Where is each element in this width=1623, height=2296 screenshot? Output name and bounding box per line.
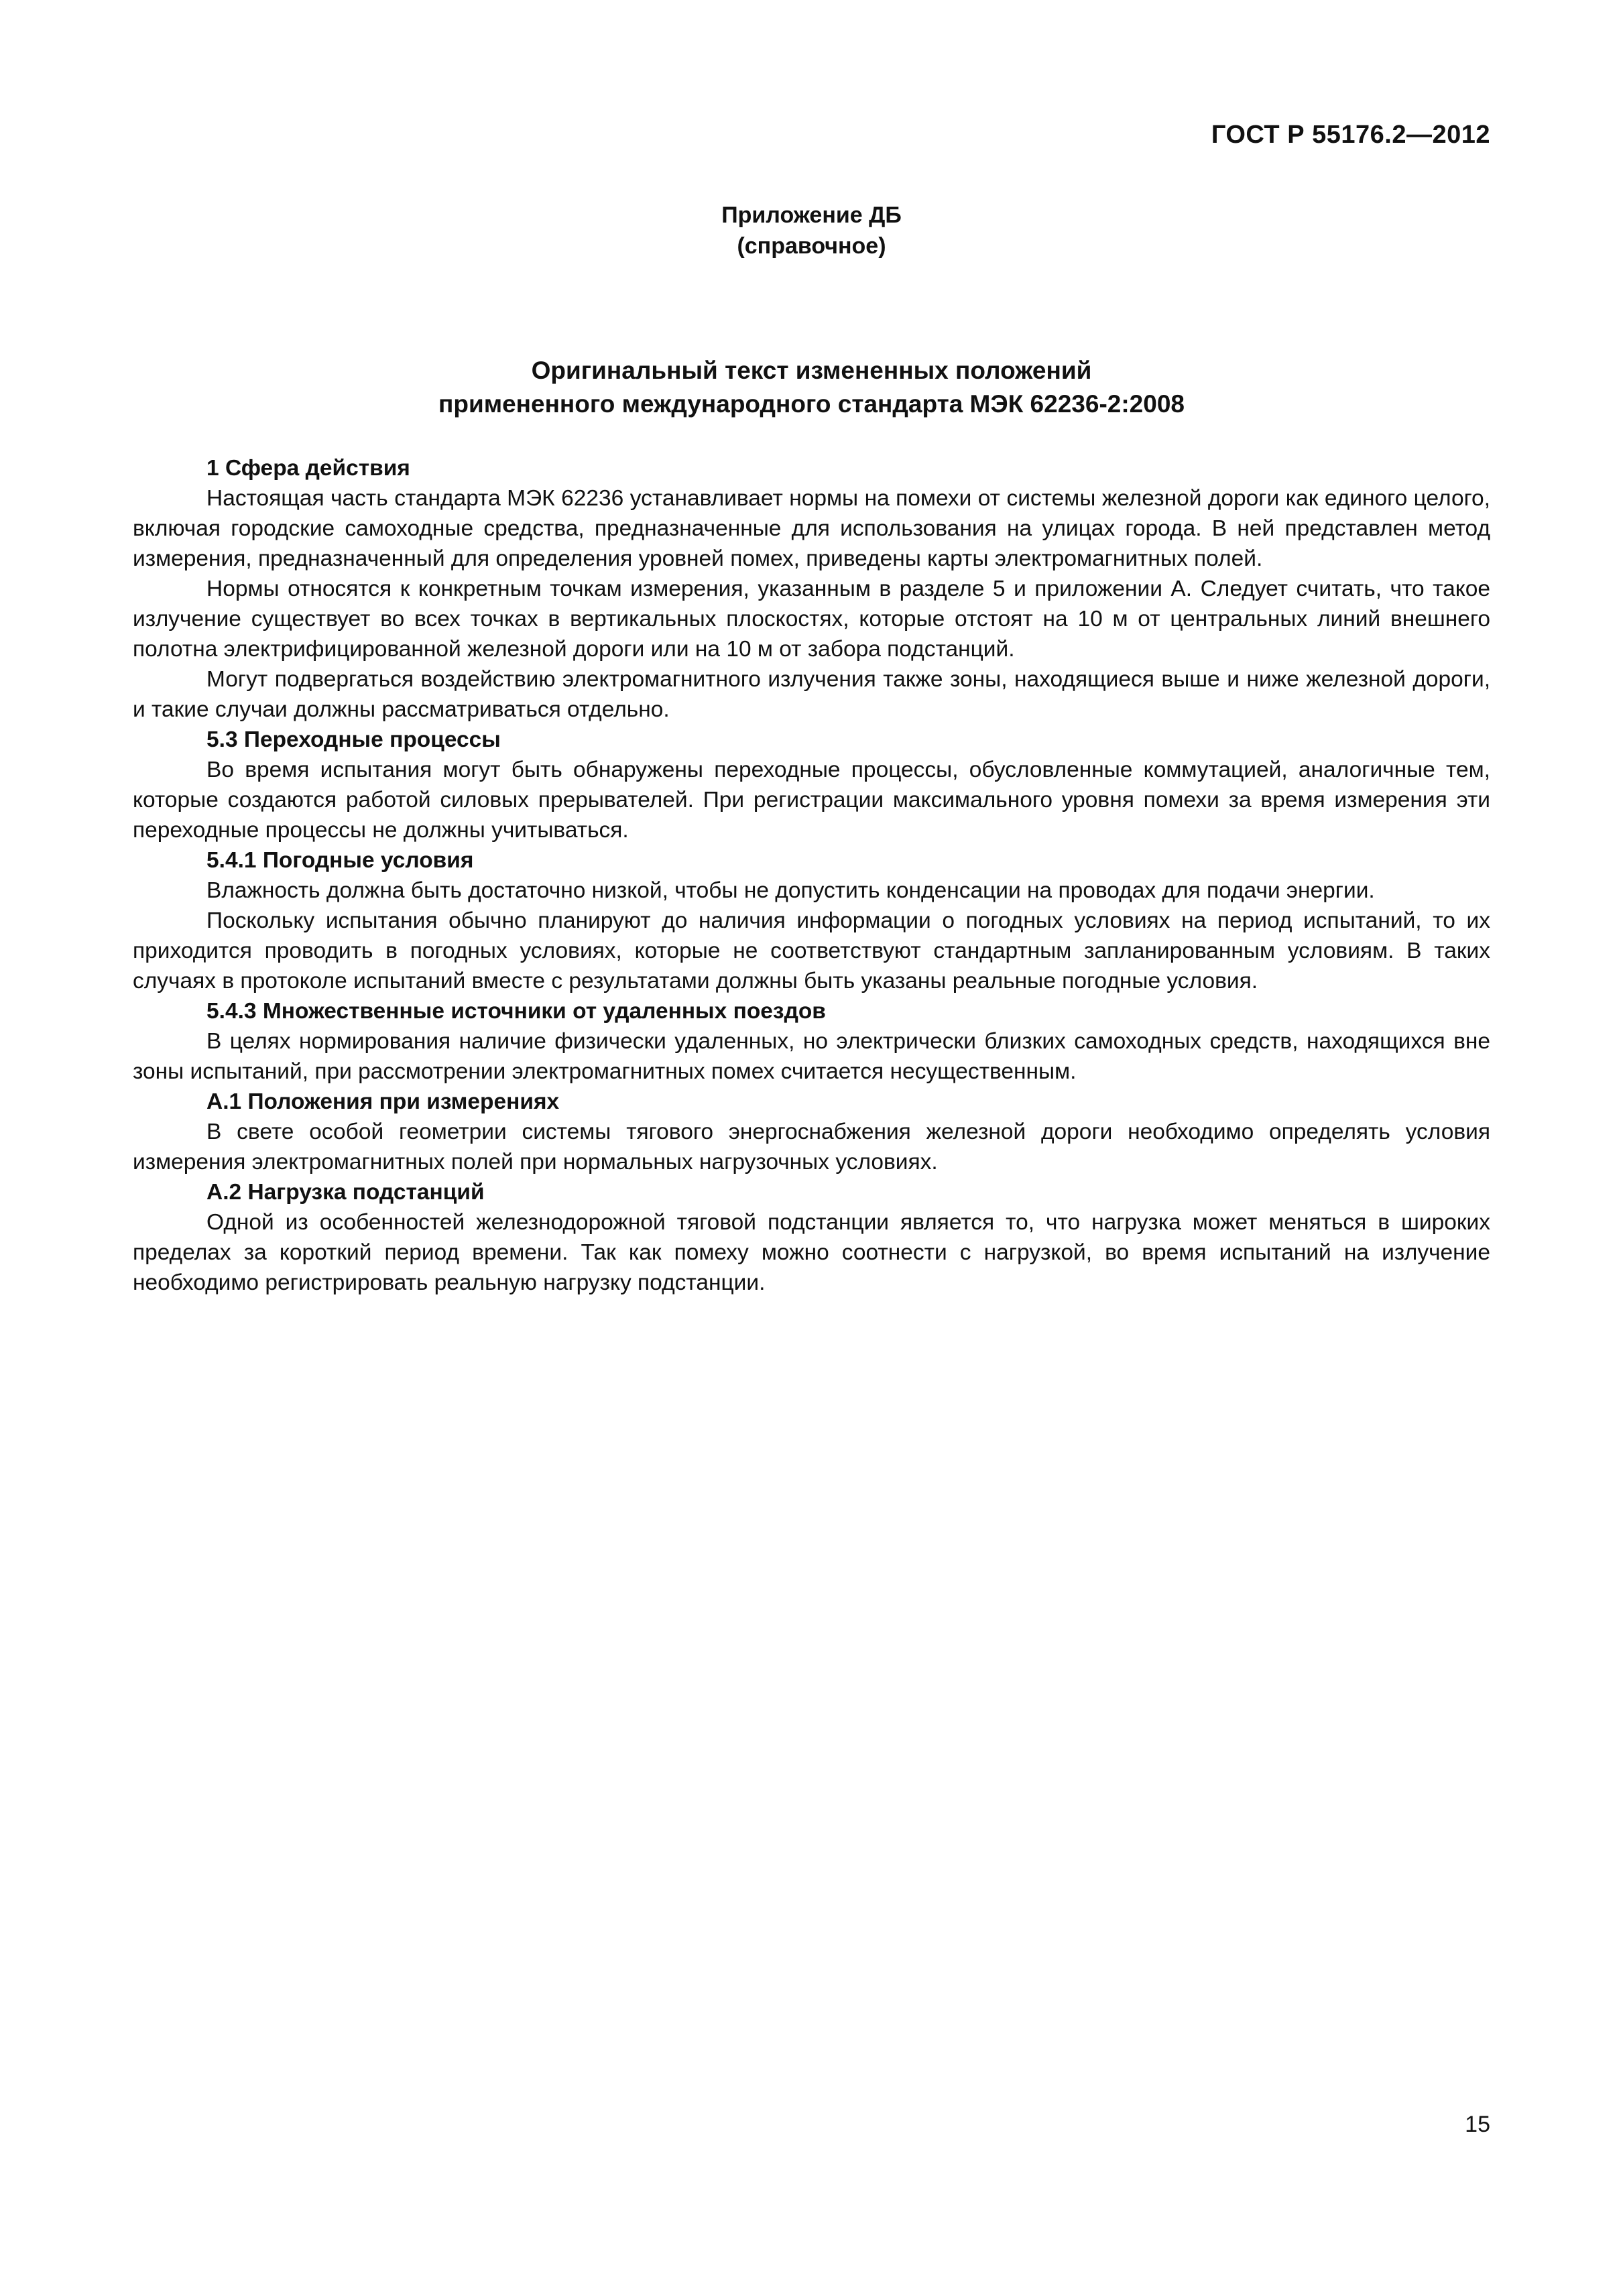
paragraph: Во время испытания могут быть обнаружены переходные процессы, обусловленные коммутацией, аналогичные тем, которые создаются работой силовых прерывателей. При регистрации максимального уровня помехи за время измерения эти переходные процессы не должны учитываться. xyxy=(133,758,1490,843)
section-heading-a-1: А.1 Положения при измерениях xyxy=(206,1089,560,1114)
title-line-1: Оригинальный текст измененных положений xyxy=(531,357,1092,384)
paragraph: Одной из особенностей железнодорожной тяговой подстанции является то, что нагрузка может меняться в широких пределах за короткий период времени. Так как помеху можно соотнести с нагрузкой, во время испытаний на излучение необходимо регистрировать реальную нагрузку подстанции. xyxy=(133,1210,1490,1295)
paragraph: В свете особой геометрии системы тягового энергоснабжения железной дороги необходимо определять условия измерения электромагнитных полей при нормальных нагрузочных условиях. xyxy=(133,1120,1490,1174)
page-number: 15 xyxy=(1465,2112,1490,2137)
document-title xyxy=(0,354,1623,421)
appendix-label: Приложение ДБ xyxy=(721,202,902,228)
document-body xyxy=(133,453,1490,1298)
paragraph: Поскольку испытания обычно планируют до наличия информации о погодных условиях на период испытаний, то их приходится проводить в погодных условиях, которые не соответствуют стандартным запланированным условиям. В таких случаях в протоколе испытаний вместе с результатами должны быть указаны реальные погодные условия. xyxy=(133,908,1490,993)
section-heading-5-4-3: 5.4.3 Множественные источники от удаленных поездов xyxy=(206,999,826,1024)
section-heading-1: 1 Сфера действия xyxy=(206,456,410,481)
section-heading-5-3: 5.3 Переходные процессы xyxy=(206,727,501,752)
paragraph: Влажность должна быть достаточно низкой, чтобы не допустить конденсации на проводах для подачи энергии. xyxy=(206,878,1375,903)
paragraph: Нормы относятся к конкретным точкам измерения, указанным в разделе 5 и приложении А. Следует считать, что такое излучение существует во всех точках в вертикальных плоскостях, которые отстоят на 10 м от центральных линий внешнего полотна электрифицированной железной дороги или на 10 м от забора подстанций. xyxy=(133,577,1490,662)
section-heading-5-4-1: 5.4.1 Погодные условия xyxy=(206,848,474,873)
section-heading-a-2: А.2 Нагрузка подстанций xyxy=(206,1180,485,1205)
paragraph: В целях нормирования наличие физически удаленных, но электрически близких самоходных средств, находящихся вне зоны испытаний, при рассмотрении электромагнитных помех считается несущественным. xyxy=(133,1029,1490,1084)
appendix-heading xyxy=(0,200,1623,261)
paragraph: Настоящая часть стандарта МЭК 62236 устанавливает нормы на помехи от системы железной дороги как единого целого, включая городские самоходные средства, предназначенные для использования на улицах города. В ней представлен метод измерения, предназначенный для определения уровней помех, приведены карты электромагнитных полей. xyxy=(133,486,1490,571)
title-line-2: примененного международного стандарта МЭК 62236-2:2008 xyxy=(438,390,1185,418)
standard-code: ГОСТ Р 55176.2—2012 xyxy=(1211,121,1490,149)
appendix-kind: (справочное) xyxy=(737,233,886,259)
paragraph: Могут подвергаться воздействию электромагнитного излучения также зоны, находящиеся выше и ниже железной дороги, и такие случаи должны рассматриваться отдельно. xyxy=(133,667,1490,722)
